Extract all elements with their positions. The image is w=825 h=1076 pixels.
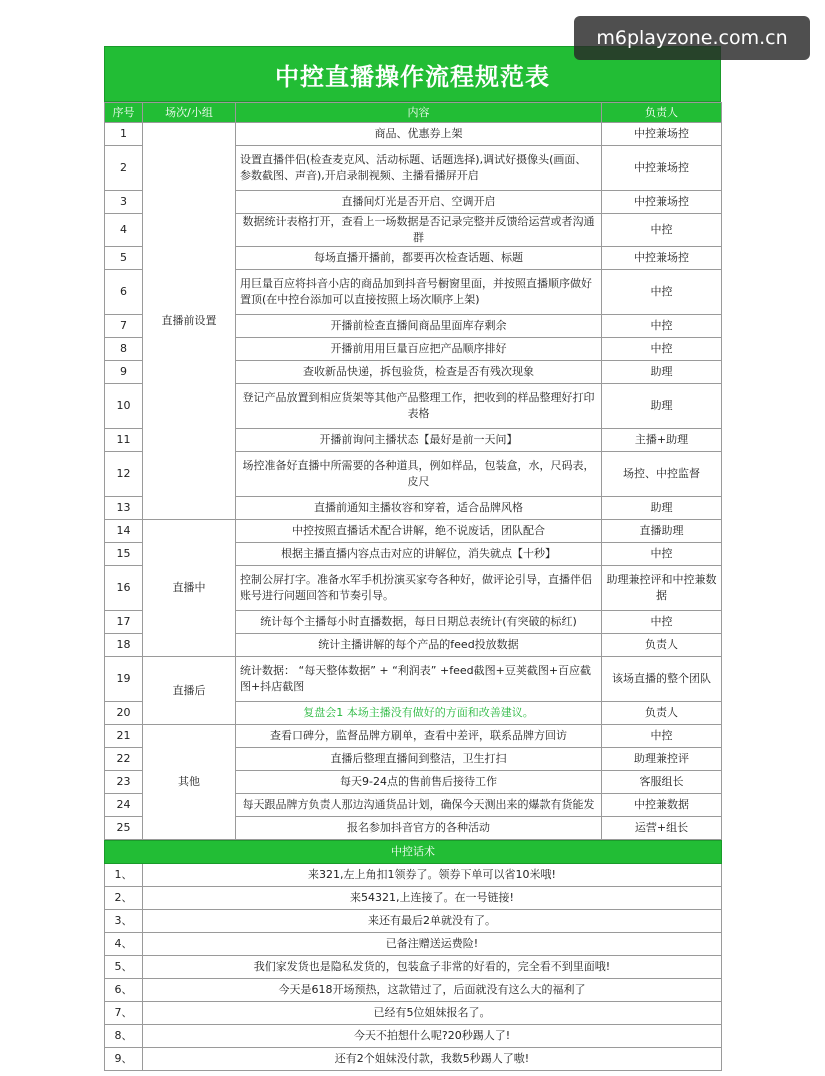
- row-content: 查收新品快递，拆包验货，检查是否有残次现象: [236, 361, 602, 384]
- list-item: [105, 1025, 722, 1048]
- row-no: 25: [105, 817, 143, 840]
- row-no: 19: [105, 657, 143, 702]
- row-content: 报名参加抖音官方的各种活动: [236, 817, 602, 840]
- row-owner: 助理兼控评和中控兼数据: [602, 566, 722, 611]
- table-header-row: [105, 103, 722, 123]
- row-owner: 负责人: [602, 702, 722, 725]
- talk-text: 我们家发货也是隐私发货的，包装盒子非常的好看的，完全看不到里面哦!: [143, 956, 722, 979]
- row-no: 5: [105, 247, 143, 270]
- row-owner: 助理: [602, 361, 722, 384]
- talk-text: 来还有最后2单就没有了。: [143, 910, 722, 933]
- row-content: 统计数据： “每天整体数据” + “利润表” +feed截图+豆荚截图+百应截图+抖店截图: [236, 657, 602, 702]
- row-owner: 助理: [602, 384, 722, 429]
- talk-no: 9、: [105, 1048, 143, 1071]
- process-table: [104, 102, 722, 840]
- talk-text: 今天是618开场预热，这款错过了，后面就没有这么大的福利了: [143, 979, 722, 1002]
- row-content: 数据统计表格打开，查看上一场数据是否记录完整并反馈给运营或者沟通群: [236, 214, 602, 247]
- header-group: 场次/小组: [143, 103, 236, 123]
- row-content: 直播间灯光是否开启、空调开启: [236, 191, 602, 214]
- row-no: 8: [105, 338, 143, 361]
- row-content: 场控准备好直播中所需要的各种道具，例如样品，包装盒，水，尺码表，皮尺: [236, 452, 602, 497]
- row-owner: 中控: [602, 543, 722, 566]
- row-no: 1: [105, 123, 143, 146]
- row-owner: 主播+助理: [602, 429, 722, 452]
- list-item: [105, 864, 722, 887]
- row-no: 9: [105, 361, 143, 384]
- row-no: 21: [105, 725, 143, 748]
- row-owner: 中控兼场控: [602, 146, 722, 191]
- row-content: 设置直播伴侣(检查麦克风、活动标题、话题选择),调试好摄像头(画面、参数截图、声音),开启录制视频、主播看播屏开启: [236, 146, 602, 191]
- row-no: 15: [105, 543, 143, 566]
- talk-text: 已备注赠送运费险!: [143, 933, 722, 956]
- process-sheet: [104, 46, 721, 1071]
- row-no: 3: [105, 191, 143, 214]
- row-no: 22: [105, 748, 143, 771]
- row-owner: 中控: [602, 214, 722, 247]
- row-no: 18: [105, 634, 143, 657]
- row-no: 12: [105, 452, 143, 497]
- list-item: [105, 1048, 722, 1071]
- header-owner: 负责人: [602, 103, 722, 123]
- talk-no: 5、: [105, 956, 143, 979]
- row-content: 用巨量百应将抖音小店的商品加到抖音号橱窗里面，并按照直播顺序做好置顶(在中控台添加可以直接按照上场次顺序上架): [236, 270, 602, 315]
- talk-text: 今天不拍想什么呢?20秒踢人了!: [143, 1025, 722, 1048]
- talk-no: 2、: [105, 887, 143, 910]
- row-content: 直播后整理直播间到整洁，卫生打扫: [236, 748, 602, 771]
- sheet-title: 中控直播操作流程规范表: [104, 46, 721, 102]
- list-item: [105, 887, 722, 910]
- talk-no: 1、: [105, 864, 143, 887]
- row-content: 登记产品放置到相应货架等其他产品整理工作，把收到的样品整理好打印表格: [236, 384, 602, 429]
- row-no: 17: [105, 611, 143, 634]
- row-content: 直播前通知主播妆容和穿着，适合品牌风格: [236, 497, 602, 520]
- row-no: 4: [105, 214, 143, 247]
- row-owner: 中控: [602, 338, 722, 361]
- table-row: [105, 123, 722, 146]
- row-content: 复盘会1 本场主播没有做好的方面和改善建议。: [236, 702, 602, 725]
- row-no: 7: [105, 315, 143, 338]
- group-cell: 直播后: [143, 657, 236, 725]
- talk-no: 8、: [105, 1025, 143, 1048]
- list-item: [105, 979, 722, 1002]
- row-content: 开播前用用巨量百应把产品顺序排好: [236, 338, 602, 361]
- row-content: 开播前询问主播状态【最好是前一天问】: [236, 429, 602, 452]
- row-content: 中控按照直播话术配合讲解，绝不说废话，团队配合: [236, 520, 602, 543]
- row-content: 根据主播直播内容点击对应的讲解位，消失就点【十秒】: [236, 543, 602, 566]
- row-owner: 中控: [602, 611, 722, 634]
- row-content: 每天9-24点的售前售后接待工作: [236, 771, 602, 794]
- list-item: [105, 910, 722, 933]
- row-content: 统计主播讲解的每个产品的feed投放数据: [236, 634, 602, 657]
- header-content: 内容: [236, 103, 602, 123]
- row-content: 控制公屏打字。准备水军手机扮演买家夸各种好，做评论引导，直播伴侣账号进行问题回答和节奏引导。: [236, 566, 602, 611]
- row-content: 每天跟品牌方负责人那边沟通货品计划，确保今天测出来的爆款有货能发: [236, 794, 602, 817]
- talk-text: 已经有5位姐妹报名了。: [143, 1002, 722, 1025]
- table-row: [105, 725, 722, 748]
- row-content: 查看口碑分，监督品牌方刷单，查看中差评，联系品牌方回访: [236, 725, 602, 748]
- row-content: 商品、优惠券上架: [236, 123, 602, 146]
- row-no: 16: [105, 566, 143, 611]
- row-owner: 该场直播的整个团队: [602, 657, 722, 702]
- talk-table: [104, 840, 722, 1071]
- row-owner: 中控: [602, 270, 722, 315]
- talk-no: 7、: [105, 1002, 143, 1025]
- talk-no: 4、: [105, 933, 143, 956]
- talk-section-title: 中控话术: [105, 841, 722, 864]
- group-cell: 直播中: [143, 520, 236, 657]
- row-owner: 客服组长: [602, 771, 722, 794]
- row-owner: 直播助理: [602, 520, 722, 543]
- row-no: 20: [105, 702, 143, 725]
- row-owner: 场控、中控监督: [602, 452, 722, 497]
- talk-no: 3、: [105, 910, 143, 933]
- row-owner: 中控兼场控: [602, 247, 722, 270]
- row-content: 每场直播开播前，都要再次检查话题、标题: [236, 247, 602, 270]
- row-owner: 中控兼场控: [602, 123, 722, 146]
- talk-text: 还有2个姐妹没付款，我数5秒踢人了嗷!: [143, 1048, 722, 1071]
- row-owner: 助理兼控评: [602, 748, 722, 771]
- row-owner: 中控兼数据: [602, 794, 722, 817]
- talk-section-header: [105, 841, 722, 864]
- row-owner: 中控兼场控: [602, 191, 722, 214]
- list-item: [105, 956, 722, 979]
- row-owner: 中控: [602, 725, 722, 748]
- row-content: 统计每个主播每小时直播数据，每日日期总表统计(有突破的标红): [236, 611, 602, 634]
- row-owner: 运营+组长: [602, 817, 722, 840]
- row-no: 10: [105, 384, 143, 429]
- talk-text: 来54321,上连接了。在一号链接!: [143, 887, 722, 910]
- group-cell: 其他: [143, 725, 236, 840]
- talk-text: 来321,左上角扣1领券了。领券下单可以省10米哦!: [143, 864, 722, 887]
- row-no: 13: [105, 497, 143, 520]
- list-item: [105, 933, 722, 956]
- row-content: 开播前检查直播间商品里面库存剩余: [236, 315, 602, 338]
- row-owner: 中控: [602, 315, 722, 338]
- header-no: 序号: [105, 103, 143, 123]
- row-owner: 助理: [602, 497, 722, 520]
- group-cell: 直播前设置: [143, 123, 236, 520]
- row-owner: 负责人: [602, 634, 722, 657]
- talk-no: 6、: [105, 979, 143, 1002]
- table-row: [105, 520, 722, 543]
- row-no: 24: [105, 794, 143, 817]
- watermark-badge: m6playzone.com.cn: [574, 16, 810, 60]
- row-no: 14: [105, 520, 143, 543]
- table-row: [105, 657, 722, 702]
- row-no: 23: [105, 771, 143, 794]
- row-no: 11: [105, 429, 143, 452]
- row-no: 6: [105, 270, 143, 315]
- list-item: [105, 1002, 722, 1025]
- row-no: 2: [105, 146, 143, 191]
